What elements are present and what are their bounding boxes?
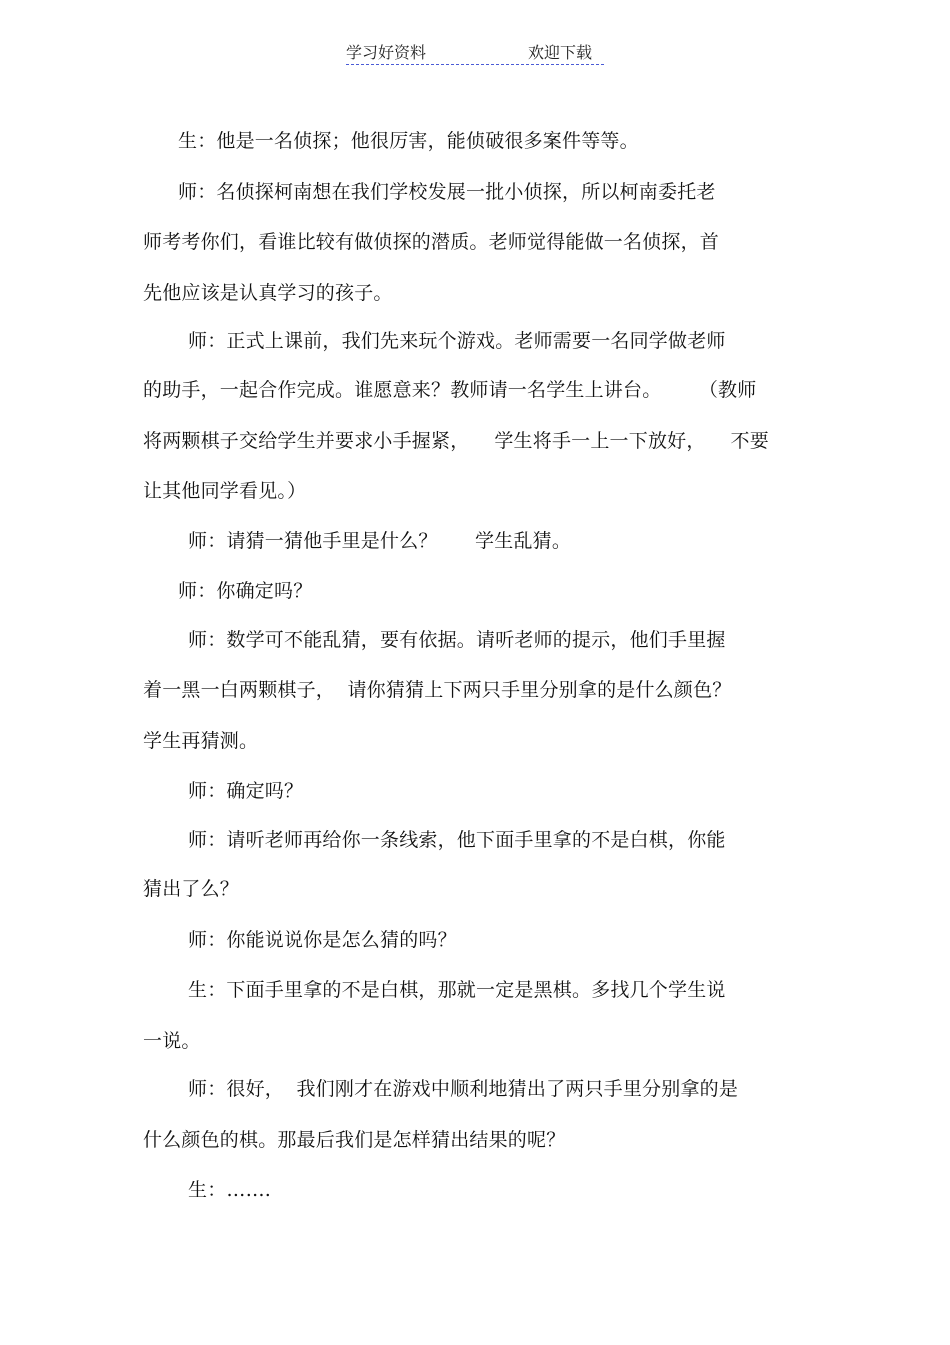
text-line: 师：正式上课前，我们先来玩个游戏。老师需要一名同学做老师 — [188, 330, 726, 352]
text-line: 先他应该是认真学习的孩子。 — [143, 282, 393, 304]
text-line: 猜出了么？ — [143, 878, 240, 900]
text-line: 师：很好， 我们刚才在游戏中顺利地猜出了两只手里分别拿的是 — [188, 1078, 739, 1100]
text-line: 生：……. — [188, 1179, 272, 1201]
text-line: 学生再猜测。 — [143, 730, 259, 752]
text-line: 师：确定吗？ — [188, 780, 304, 802]
text-line: 着一黑一白两颗棋子， 请你猜猜上下两只手里分别拿的是什么颜色？ — [143, 679, 732, 701]
header-right-text: 欢迎下载 — [528, 43, 593, 62]
text-line: 师：数学可不能乱猜，要有依据。请听老师的提示，他们手里握 — [188, 629, 726, 651]
text-line: 师：请猜一猜他手里是什么？ 学生乱猜。 — [188, 530, 572, 552]
text-line: 生：下面手里拿的不是白棋，那就一定是黑棋。多找几个学生说 — [188, 979, 726, 1001]
header-left-text: 学习好资料 — [346, 43, 427, 62]
text-line: 的助手，一起合作完成。谁愿意来？教师请一名学生上讲台。 （教师 — [143, 379, 757, 401]
text-line: 什么颜色的棋。那最后我们是怎样猜出结果的呢？ — [143, 1129, 566, 1151]
text-line: 将两颗棋子交给学生并要求小手握紧， 学生将手一上一下放好， 不要 — [143, 430, 769, 452]
text-line: 师：你能说说你是怎么猜的吗？ — [188, 929, 457, 951]
text-line: 生：他是一名侦探；他很厉害，能侦破很多案件等等。 — [178, 130, 639, 152]
text-line: 一说。 — [143, 1030, 201, 1052]
text-line: 让其他同学看见。） — [143, 480, 307, 502]
text-line: 师：你确定吗？ — [178, 580, 313, 602]
text-line: 师：请听老师再给你一条线索，他下面手里拿的不是白棋，你能 — [188, 829, 726, 851]
text-line: 师：名侦探柯南想在我们学校发展一批小侦探，所以柯南委托老 — [178, 181, 716, 203]
text-line: 师考考你们，看谁比较有做侦探的潜质。老师觉得能做一名侦探，首 — [143, 231, 720, 253]
